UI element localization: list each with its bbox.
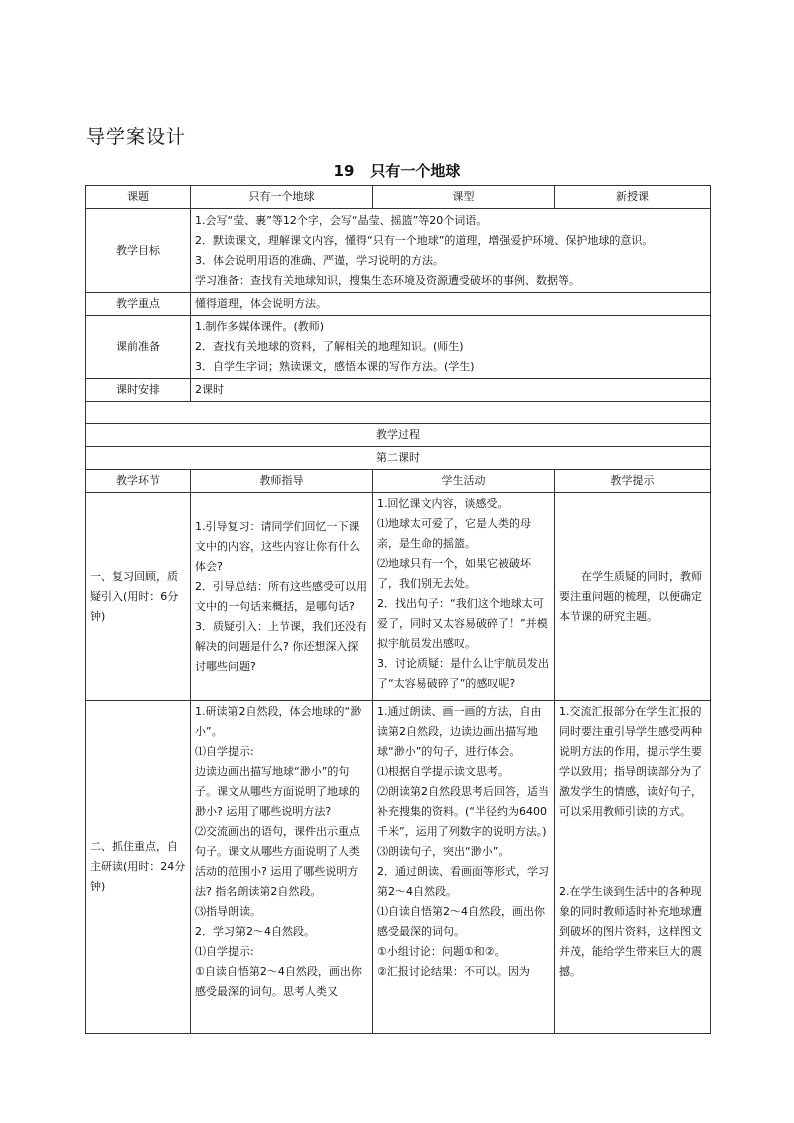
key-label: 教学重点 xyxy=(86,293,191,316)
teacher-step: ①自读自悟第2～4自然段，画出你感受最深的词句。思考人类又 xyxy=(195,965,362,998)
goals-content xyxy=(191,209,711,293)
student-step: ①小组讨论：问题①和②。 xyxy=(377,945,506,958)
student-step: ⑴自读自悟第2～4自然段，画出你感受最深的词句。 xyxy=(377,905,545,938)
prep-label: 课前准备 xyxy=(86,316,191,379)
goals-row xyxy=(86,209,711,293)
type-label: 课型 xyxy=(373,186,555,209)
teacher-step: ⑴自学提示: xyxy=(195,745,254,758)
subject-row xyxy=(86,186,711,209)
teacher-step: ⑴自学提示: xyxy=(195,945,254,958)
blank-cell xyxy=(86,402,711,424)
teacher-step: ⑵交流画出的语句，课件出示重点句子。课文从哪些方面说明了人类活动的范围小? 运用了哪些说明方法? 指名朗读第2自然段。 xyxy=(195,825,360,898)
blank-row xyxy=(86,402,711,424)
time-row xyxy=(86,379,711,402)
student-step: ⑴地球太可爱了，它是人类的母亲，是生命的摇篮。 xyxy=(377,517,531,550)
teacher-step: ⑶指导朗读。 xyxy=(195,905,261,918)
teacher-cell xyxy=(191,493,373,701)
tip-item: 在学生质疑的同时，教师要注重问题的梳理，以便确定本节课的研究主题。 xyxy=(559,569,702,623)
student-step: ⑴根据自学提示读文思考。 xyxy=(377,765,509,778)
header-stage: 教学环节 xyxy=(86,470,191,493)
student-step: 2．通过朗读、看画面等形式，学习第2～4自然段。 xyxy=(377,865,549,898)
goal-item: 1.会写“莹、裹”等12个字，会写“晶莹、摇篮”等20个词语。 xyxy=(195,213,488,227)
stage-cell: 一、复习回顾，质疑引入(用时：6分钟) xyxy=(86,493,191,701)
lesson-name: 只有一个地球 xyxy=(370,162,461,180)
student-cell xyxy=(373,701,555,1034)
key-value: 懂得道理，体会说明方法。 xyxy=(191,293,711,316)
lesson-plan-table xyxy=(85,185,711,1034)
process-header-row xyxy=(86,470,711,493)
teacher-step: 3．质疑引入：上节课，我们还没有解决的问题是什么? 你还想深入探讨哪些问题? xyxy=(195,619,367,673)
student-step: ⑵朗读第2自然段思考后回答，适当补充搜集的资料。(“半径约为6400千米”，运用了列数字的说明方法。) xyxy=(377,785,549,838)
prep-item: 3．自学生字词；熟读课文，感悟本课的写作方法。(学生) xyxy=(195,360,475,373)
stage-cell: 二、抓住重点，自主研读(用时：24分钟) xyxy=(86,701,191,1034)
teacher-step: 1.研读第2自然段，体会地球的“渺小”。 xyxy=(195,705,362,738)
tip-item: 1.交流汇报部分在学生汇报的同时要注重引导学生感受两种说明方法的作用，提示学生要学以致用；指导朗读部分为了激发学生的情感，读好句子，可以采用教师引读的方式。 xyxy=(559,705,702,818)
student-step: 1.通过朗读、画一画的方法，自由读第2自然段，边读边画出描写地球“渺小”的句子，进行体会。 xyxy=(377,705,542,758)
key-row xyxy=(86,293,711,316)
time-value: 2课时 xyxy=(191,379,711,402)
header-student: 学生活动 xyxy=(373,470,555,493)
goals-label: 教学目标 xyxy=(86,209,191,293)
prep-row xyxy=(86,316,711,379)
student-step: ⑵地球只有一个，如果它被破坏了，我们别无去处。 xyxy=(377,557,531,590)
prep-item: 1.制作多媒体课件。(教师) xyxy=(195,320,325,333)
teacher-cell xyxy=(191,701,373,1034)
student-cell xyxy=(373,493,555,701)
prep-item: 2．查找有关地球的资料，了解相关的地理知识。(师生) xyxy=(195,340,464,353)
process-row-study xyxy=(86,701,711,1034)
goal-item: 2．默读课文，理解课文内容，懂得“只有一个地球”的道理，增强爱护环境、保护地球的意识。 xyxy=(195,233,654,247)
subject-label: 课题 xyxy=(86,186,191,209)
type-value: 新授课 xyxy=(555,186,711,209)
tip-item: 2.在学生谈到生活中的各种现象的同时教师适时补充地球遭到破坏的图片资料，这样图文并茂，能给学生带来巨大的震撼。 xyxy=(559,885,702,978)
teacher-step: 边读边画出描写地球“渺小”的句子。课文从哪些方面说明了地球的渺小? 运用了哪些说明方法? xyxy=(195,765,360,818)
goal-item: 3．体会说明用语的准确、严谨，学习说明的方法。 xyxy=(195,253,444,267)
process-title: 教学过程 xyxy=(86,424,711,447)
period-title: 第二课时 xyxy=(86,447,711,470)
period-title-row xyxy=(86,447,711,470)
subject-value: 只有一个地球 xyxy=(191,186,373,209)
student-step: ⑶朗读句子，突出“渺小”。 xyxy=(377,845,510,858)
document-title: 导学案设计 xyxy=(86,126,187,148)
process-row-review xyxy=(86,493,711,701)
student-step: 2．找出句子：“我们这个地球太可爱了，同时又太容易破碎了！”并模拟宇航员发出感叹。 xyxy=(377,597,548,650)
teacher-step: 1.引导复习：请同学们回忆一下课文中的内容，这些内容让你有什么体会? xyxy=(195,519,360,573)
student-step: 3．讨论质疑：是什么让宇航员发出了“太容易破碎了”的感叹呢? xyxy=(377,657,549,690)
lesson-title xyxy=(0,160,794,181)
lesson-number: 19 xyxy=(333,162,355,180)
student-step: ②汇报讨论结果：不可以。因为 xyxy=(377,965,530,978)
header-tips: 教学提示 xyxy=(555,470,711,493)
process-title-row xyxy=(86,424,711,447)
header-teacher: 教师指导 xyxy=(191,470,373,493)
prep-content xyxy=(191,316,711,379)
teacher-step: 2．学习第2～4自然段。 xyxy=(195,925,315,938)
teacher-step: 2．引导总结：所有这些感受可以用文中的一句话来概括，是哪句话? xyxy=(195,579,367,613)
tips-cell xyxy=(555,493,711,701)
student-step: 1.回忆课文内容，谈感受。 xyxy=(377,497,509,510)
time-label: 课时安排 xyxy=(86,379,191,402)
goal-item: 学习准备：查找有关地球知识，搜集生态环境及资源遭受破坏的事例、数据等。 xyxy=(195,273,580,287)
tips-cell xyxy=(555,701,711,1034)
